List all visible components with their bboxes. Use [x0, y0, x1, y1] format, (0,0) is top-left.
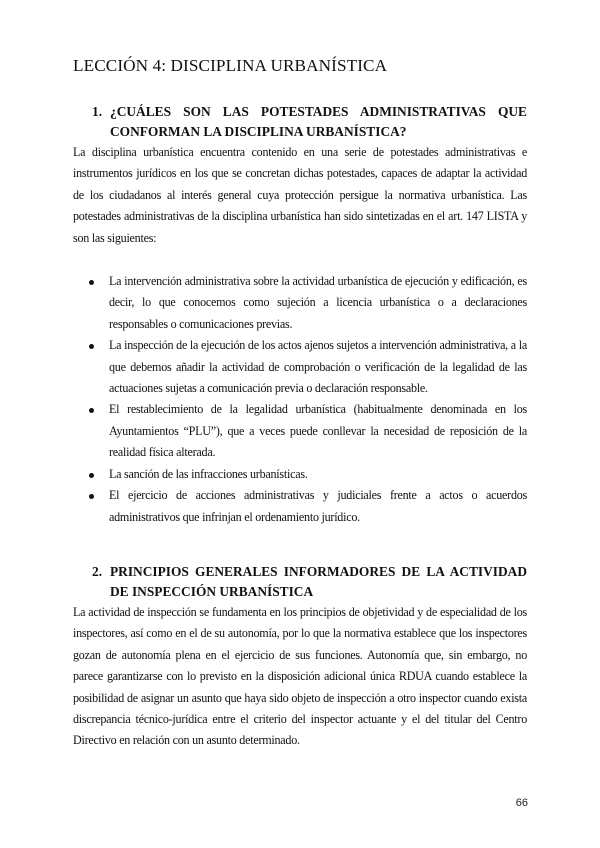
bullet-icon — [89, 494, 94, 499]
page-number: 66 — [515, 797, 528, 809]
list-item-text: El restablecimiento de la legalidad urbanística (habitualmente denominada en los Ayuntamientos “PLU”), que a veces puede conllevar la necesidad de reposición de la realidad física alterada. — [109, 402, 527, 460]
list-item — [73, 399, 527, 463]
section-2 — [73, 562, 527, 752]
section-2-heading — [73, 562, 527, 602]
bullet-icon — [89, 344, 94, 349]
section-1 — [73, 102, 527, 528]
list-item — [73, 485, 527, 528]
list-item — [73, 271, 527, 335]
bullet-icon — [89, 408, 94, 413]
section-1-title: ¿CUÁLES SON LAS POTESTADES ADMINISTRATIVAS QUE CONFORMAN LA DISCIPLINA URBANÍSTICA? — [110, 104, 527, 139]
section-2-title: PRINCIPIOS GENERALES INFORMADORES DE LA ACTIVIDAD DE INSPECCIÓN URBANÍSTICA — [110, 564, 527, 599]
section-1-paragraph: La disciplina urbanística encuentra contenido en una serie de potestades administrativas e instrumentos jurídicos en los que se concretan dichas potestades, capaces de adaptar la actividad de los ciudadanos al interés general cuya protección persigue la normativa urbanística. Las potestades administrativas de la disciplina urbanística han sido sintetizadas en el art. 147 LISTA y son las siguientes: — [73, 145, 527, 245]
section-2-number: 2. — [92, 564, 103, 579]
section-2-paragraph: La actividad de inspección se fundamenta en los principios de objetividad y de especialidad de los inspectores, así como en el de su autonomía, por lo que la normativa establece que los inspectores gozan de autonomía plena en el ejercicio de sus funciones. Autonomía que, sin embargo, no parece garantizarse con lo previsto en la disposición adicional única RDUA cuando establece la posibilidad de asignar un asunto que haya sido objeto de inspección a otro inspector cuando exista discrepancia técnico-jurídica entre el criterio del inspector actuante y el del titular del Centro Directivo en relación con un asunto determinado. — [73, 605, 527, 748]
lesson-title: LECCIÓN 4: DISCIPLINA URBANÍSTICA — [73, 56, 388, 75]
section-1-heading — [73, 102, 527, 142]
list-item-text: La inspección de la ejecución de los actos ajenos sujetos a intervención administrativa, a la que debemos añadir la actividad de comprobación o verificación de la legalidad de las actuaciones sujetas a comunicación previa o declaración responsable. — [109, 338, 527, 396]
list-item — [73, 335, 527, 399]
list-item-text: El ejercicio de acciones administrativas y judiciales frente a actos o acuerdos administrativos que infrinjan el ordenamiento jurídico. — [109, 488, 527, 524]
list-item — [73, 464, 527, 485]
potestades-list — [73, 271, 527, 528]
list-item-text: La sanción de las infracciones urbanísticas. — [109, 466, 308, 481]
bullet-icon — [89, 473, 94, 478]
list-item-text: La intervención administrativa sobre la actividad urbanística de ejecución y edificación, es decir, lo que conocemos como sujeción a licencia urbanística o a declaraciones responsables o comunicaciones previas. — [109, 274, 527, 331]
bullet-icon — [89, 280, 94, 285]
section-1-number: 1. — [92, 104, 103, 119]
